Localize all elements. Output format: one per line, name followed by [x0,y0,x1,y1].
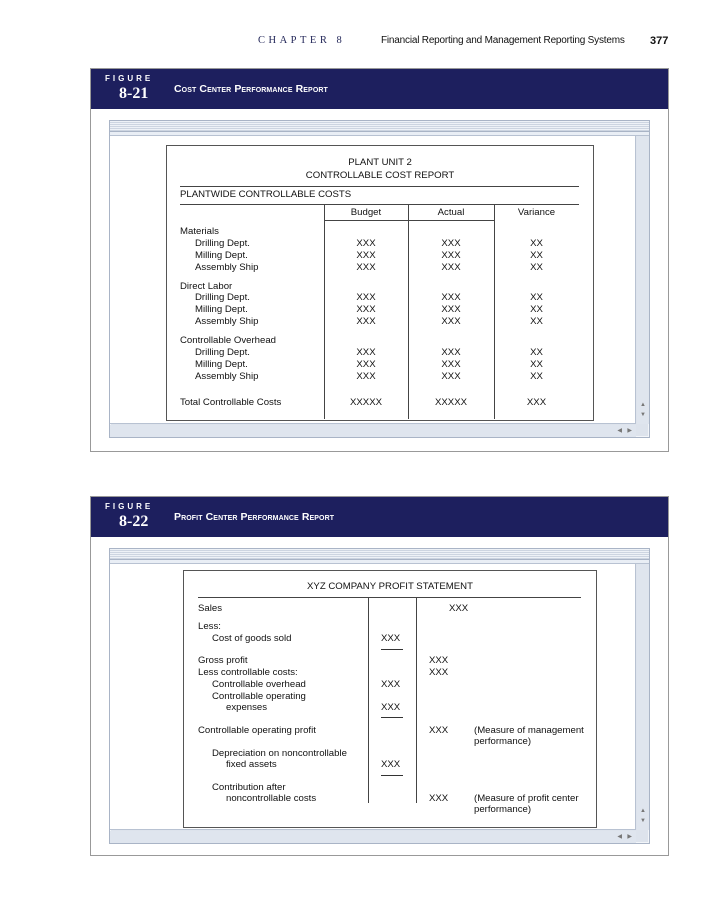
vertical-scrollbar[interactable] [637,136,649,424]
budget-value: XXX [356,262,376,273]
profit-statement [183,570,597,828]
row-label: Assembly Ship [195,316,259,327]
contribution-label: Contribution after [212,782,286,793]
total-budget: XXXXX [350,397,382,408]
profit-center-note: (Measure of profit center [474,793,579,804]
scroll-left-icon[interactable]: ◀ [617,834,622,840]
section-title: PLANTWIDE CONTROLLABLE COSTS [180,189,352,200]
figure-label: FIGURE [105,502,154,511]
scroll-right-icon[interactable]: ▶ [627,834,632,840]
scroll-down-icon[interactable]: ▼ [640,412,646,418]
actual-value: XXX [441,262,461,273]
sales-value: XXX [449,603,469,614]
row-label: Drilling Dept. [195,292,250,303]
row-label: Milling Dept. [195,359,248,370]
management-note-2: performance) [474,736,532,747]
controllable-operating-profit-label: Controllable operating profit [198,725,316,736]
less-label: Less: [198,621,221,632]
controllable-operating-value: XXX [381,702,401,713]
actual-value: XXX [441,347,461,358]
figure-8-21 [90,68,669,452]
total-variance: XXX [526,397,547,408]
group-label: Controllable Overhead [180,335,276,346]
chapter-label: CHAPTER 8 [258,35,346,46]
column-header-budget: Budget [350,207,382,218]
actual-value: XXX [441,250,461,261]
actual-value: XXX [441,359,461,370]
column-header-actual: Actual [437,207,465,218]
profit-center-note-2: performance) [474,804,532,815]
controllable-operating-label-2: expenses [226,702,268,713]
row-label: Assembly Ship [195,371,259,382]
variance-value: XX [530,238,543,249]
figure-header [91,497,668,537]
running-head [0,35,719,49]
figure-number: 8-21 [119,85,149,102]
contribution-label-2: noncontrollable costs [226,793,317,804]
actual-value: XXX [441,304,461,315]
controllable-operating-label: Controllable operating [212,691,306,702]
budget-value: XXX [356,238,376,249]
statement-title: XYZ COMPANY PROFIT STATEMENT [307,581,473,592]
budget-value: XXX [356,304,376,315]
scroll-down-icon[interactable]: ▼ [640,818,646,824]
budget-value: XXX [356,359,376,370]
row-label: Assembly Ship [195,262,259,273]
page-number: 377 [650,35,669,47]
variance-value: XX [530,250,543,261]
budget-value: XXX [356,316,376,327]
scroll-right-icon[interactable]: ▶ [627,428,632,434]
figure-header [91,69,668,109]
total-label: Total Controllable Costs [180,397,282,408]
horizontal-scrollbar[interactable] [110,831,636,843]
figure-caption: Profit Center Performance Report [174,511,335,523]
gross-profit-label: Gross profit [198,655,248,666]
budget-value: XXX [356,250,376,261]
actual-value: XXX [441,371,461,382]
figure-number: 8-22 [119,513,149,530]
row-label: Drilling Dept. [195,238,250,249]
less-controllable-label: Less controllable costs: [198,667,298,678]
controllable-operating-profit-value: XXX [429,725,449,736]
figure-caption: Cost Center Performance Report [174,83,328,95]
actual-value: XXX [441,292,461,303]
contribution-value: XXX [429,793,449,804]
sales-label: Sales [198,603,222,614]
report-title-line1: PLANT UNIT 2 [348,157,412,168]
report-window [109,548,650,844]
budget-value: XXX [356,371,376,382]
total-actual: XXXXX [435,397,467,408]
controllable-overhead-label: Controllable overhead [212,679,306,690]
figure-label: FIGURE [105,74,154,83]
report-title-line2: CONTROLLABLE COST REPORT [305,170,455,181]
report-window [109,120,650,438]
variance-value: XX [530,316,543,327]
group-label: Materials [180,226,219,237]
variance-value: XX [530,371,543,382]
actual-value: XXX [441,316,461,327]
variance-value: XX [530,292,543,303]
controllable-overhead-value: XXX [381,679,401,690]
vertical-scrollbar[interactable] [637,564,649,830]
less-controllable-value: XXX [429,667,449,678]
window-title-bar[interactable] [110,549,649,560]
depreciation-label-2: fixed assets [226,759,277,770]
row-label: Milling Dept. [195,250,248,261]
gross-profit-value: XXX [429,655,449,666]
row-label: Drilling Dept. [195,347,250,358]
variance-value: XX [530,359,543,370]
group-label: Direct Labor [180,281,233,292]
cogs-value: XXX [381,633,401,644]
budget-value: XXX [356,347,376,358]
chapter-title: Financial Reporting and Management Reporting Systems [381,35,625,46]
scroll-left-icon[interactable]: ◀ [617,428,622,434]
figure-8-22 [90,496,669,856]
budget-value: XXX [356,292,376,303]
horizontal-scrollbar[interactable] [110,425,636,437]
depreciation-value: XXX [381,759,401,770]
depreciation-label: Depreciation on noncontrollable [212,748,347,759]
scroll-up-icon[interactable]: ▲ [640,402,646,408]
cogs-label: Cost of goods sold [212,633,292,644]
column-header-variance: Variance [517,207,556,218]
management-note: (Measure of management [474,725,584,736]
variance-value: XX [530,304,543,315]
variance-value: XX [530,347,543,358]
row-label: Milling Dept. [195,304,248,315]
variance-value: XX [530,262,543,273]
window-title-bar[interactable] [110,121,649,132]
actual-value: XXX [441,238,461,249]
cost-report [166,145,594,421]
scroll-up-icon[interactable]: ▲ [640,808,646,814]
